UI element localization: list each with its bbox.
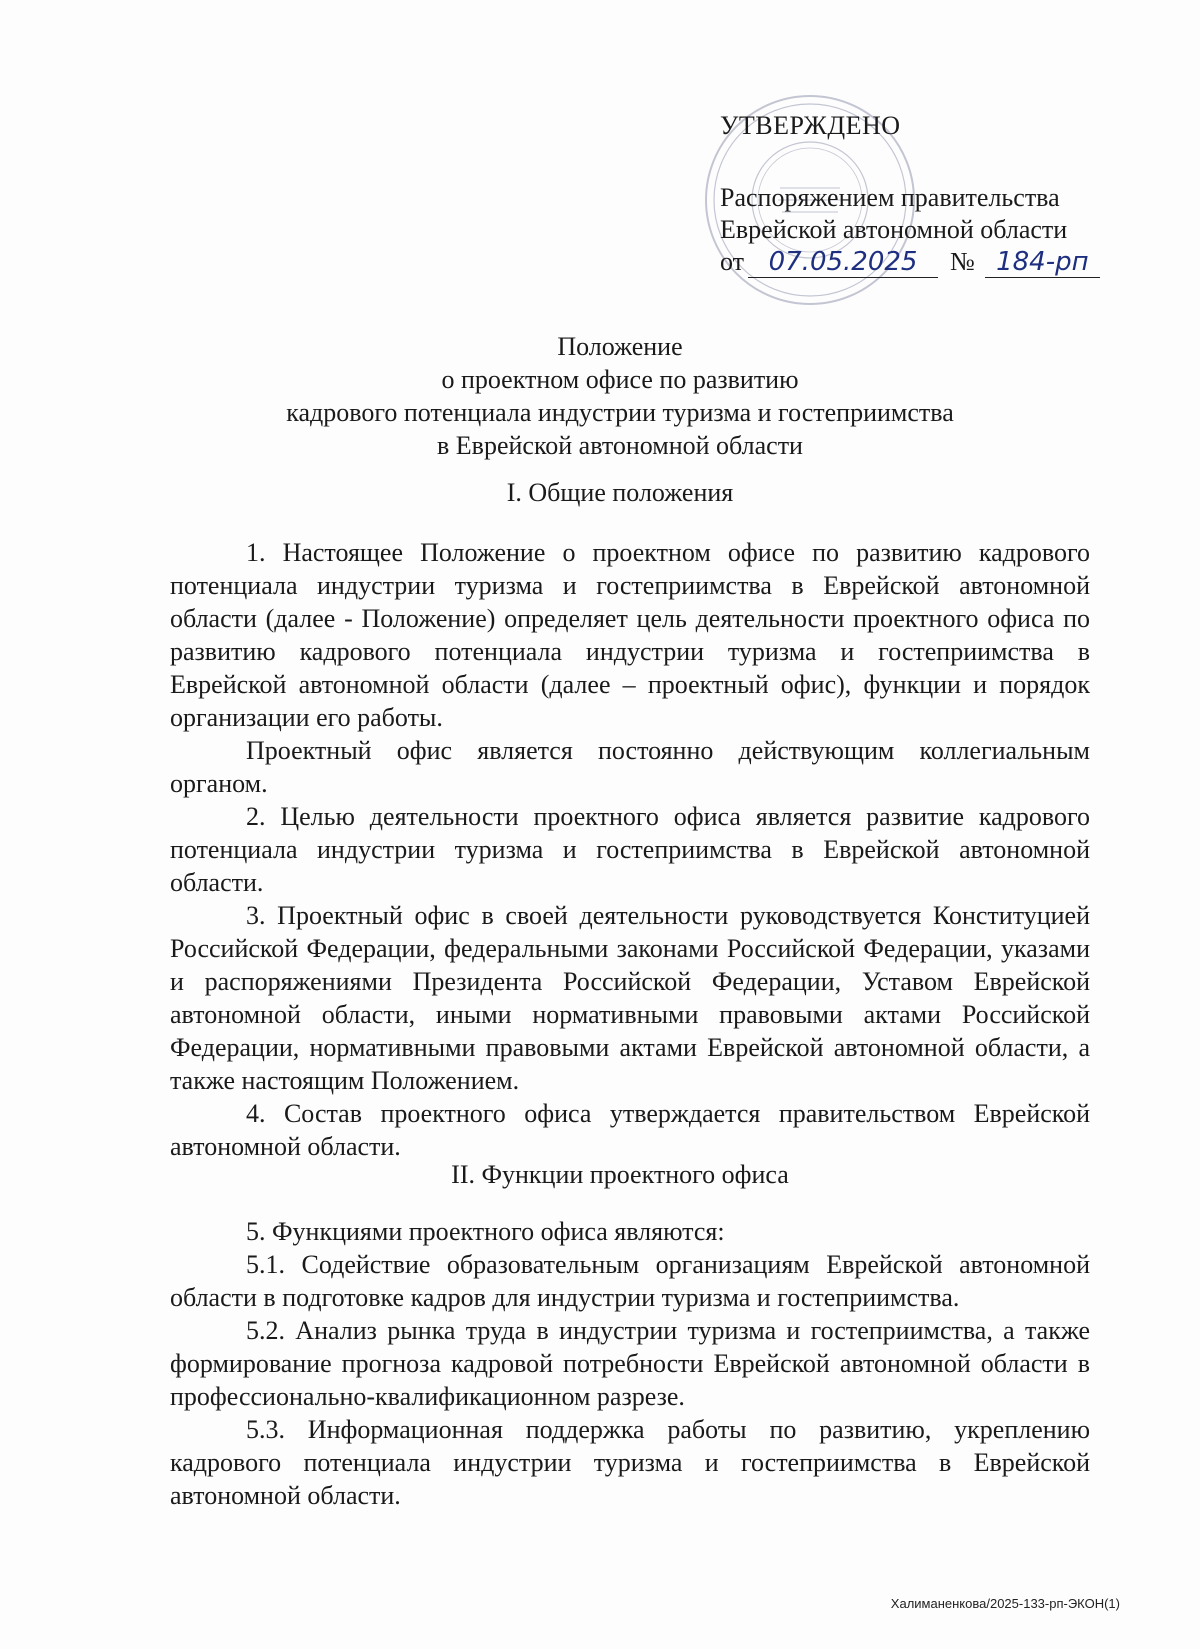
approval-date-number-row xyxy=(720,246,1100,278)
approval-block xyxy=(720,110,1100,278)
approval-line-2: Еврейской автономной области xyxy=(720,215,1068,244)
title-line-3: кадрового потенциала индустрии туризма и гостеприимства xyxy=(286,398,954,427)
paragraph: 5.3. Информационная поддержка работы по развитию, укреплению кадрового потенциала индустрии туризма и гостеприимства в Еврейской автономной области. xyxy=(170,1415,1090,1510)
document-title xyxy=(170,330,1070,462)
paragraph: 1. Настоящее Положение о проектном офисе по развитию кадрового потенциала индустрии туризма и гостеприимства в Еврейской автономной области (далее - Положение) определяет цель деятельности проектного офиса по развитию кадрового потенциала индустрии туризма и гостеприимства в Еврейской автономной области (далее – проектный офис), функции и порядок организации его работы. xyxy=(170,538,1090,732)
section-1-heading: I. Общие положения xyxy=(506,478,734,507)
paragraph: 5. Функциями проектного офиса являются: xyxy=(246,1217,725,1246)
document-code-footer: Халиманенкова/2025-133-рп-ЭКОН(1) xyxy=(890,1596,1120,1611)
paragraph: 4. Состав проектного офиса утверждается правительством Еврейской автономной области. xyxy=(170,1099,1090,1161)
handwritten-date: 07.05.2025 xyxy=(748,247,938,278)
paragraph: 5.2. Анализ рынка труда в индустрии туризма и гостеприимства, а также формирование прогноза кадровой потребности Еврейской автономной области в профессионально-квалификационном разрезе. xyxy=(170,1316,1090,1411)
paragraph: 2. Целью деятельности проектного офиса является развитие кадрового потенциала индустрии туризма и гостеприимства в Еврейской автономной области. xyxy=(170,802,1090,897)
title-line-2: о проектном офисе по развитию xyxy=(441,365,799,394)
paragraph: 5.1. Содействие образовательным организациям Еврейской автономной области в подготовке кадров для индустрии туризма и гостеприимства. xyxy=(170,1250,1090,1312)
title-line-1: Положение xyxy=(557,332,683,361)
approval-line-1: Распоряжением правительства xyxy=(720,183,1060,212)
section-2-heading: II. Функции проектного офиса xyxy=(451,1160,789,1189)
date-prefix: от xyxy=(720,247,745,276)
section-2-body xyxy=(170,1215,1090,1512)
approved-label: УТВЕРЖДЕНО xyxy=(720,111,901,140)
paragraph: 3. Проектный офис в своей деятельности руководствуется Конституцией Российской Федерации, федеральными законами Российской Федерации, указами и распоряжениями Президента Российской Федерации, Уставом Еврейской автономной области, иными нормативными правовыми актами Российской Федерации, нормативными правовыми актами Еврейской автономной области, а также настоящим Положением. xyxy=(170,901,1090,1095)
paragraph: Проектный офис является постоянно действующим коллегиальным органом. xyxy=(170,736,1090,798)
section-1-body xyxy=(170,536,1090,1163)
number-prefix: № xyxy=(950,247,975,276)
title-line-4: в Еврейской автономной области xyxy=(437,431,803,460)
handwritten-number: 184-рп xyxy=(985,247,1100,278)
